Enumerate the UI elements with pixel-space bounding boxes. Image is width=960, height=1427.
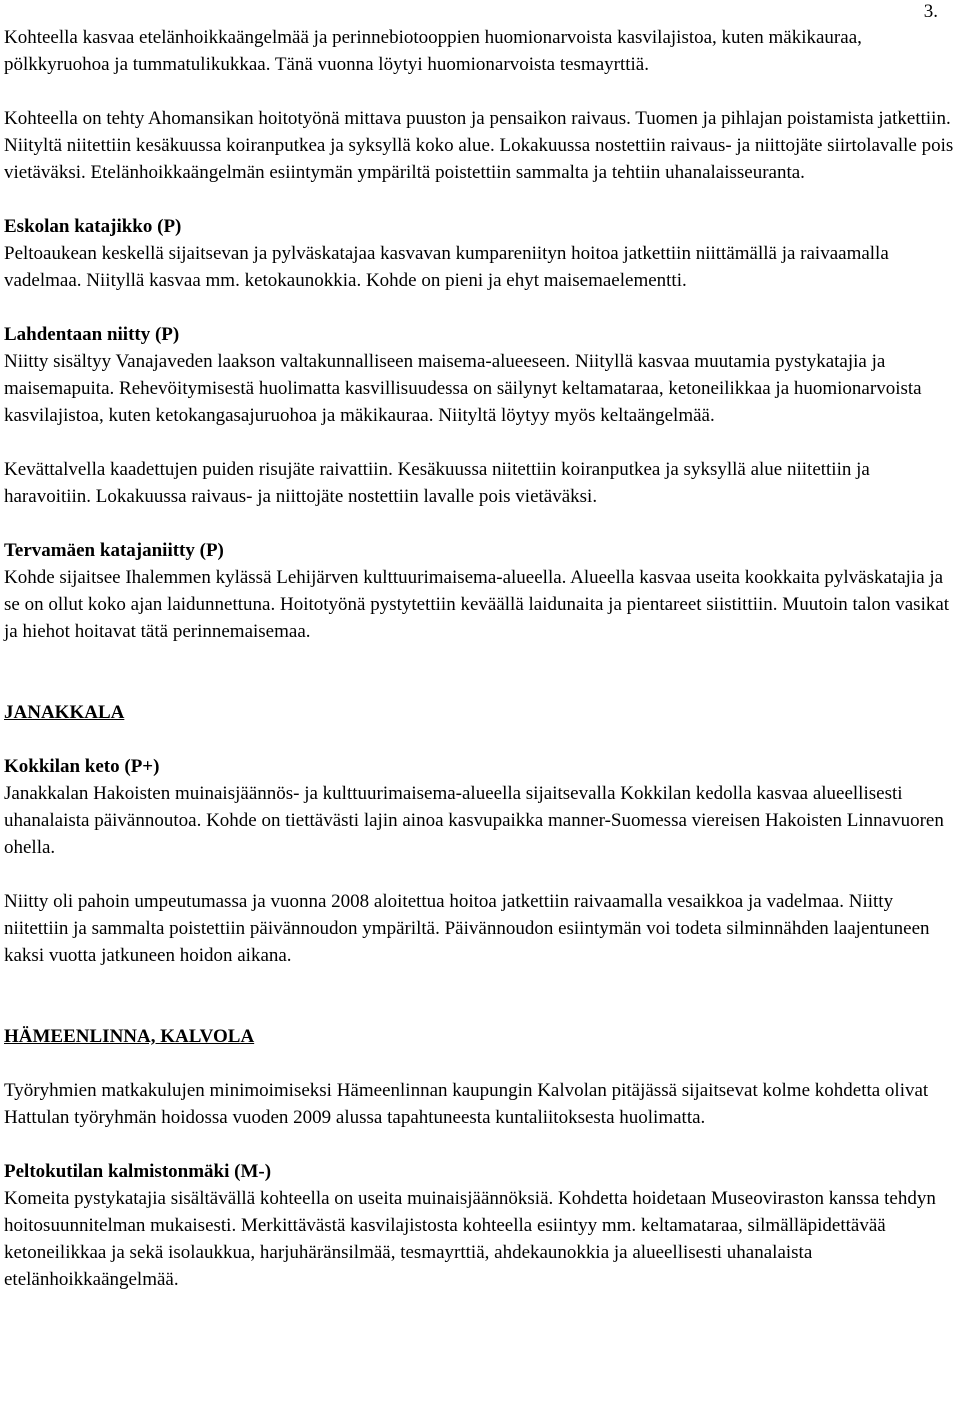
paragraph: Kohteella kasvaa etelänhoikkaängelmää ja perinnebiotooppien huomionarvoista kasvilajistoa, kuten mäkikauraa, pölkkyruohoa ja tummatulikukkaa. Tänä vuonna löytyi huomionarvoista tesmayrttiä. [4,27,862,75]
paragraph: Komeita pystykatajia sisältävällä kohteella on useita muinaisjäännöksiä. Kohdetta hoidetaan Museoviraston kanssa tehdyn hoitosuunnitelman mukaisesti. Merkittävästä kasvilajistosta kohteella esiintyy mm. keltamataraa, silmälläpidettävää ketoneilikkaa ja sekä isolaukkua, harjuhäränsilmää, tesmayrttiä, ahdekaunokkia ja alueellisesti uhanalaista etelänhoikkaängelmää. [4,1188,936,1290]
spacer [4,1050,956,1077]
spacer [4,294,956,321]
page-number: 3. [923,1,938,22]
site-heading: Eskolan katajikko (P) [4,216,182,237]
paragraph: Kevättalvella kaadettujen puiden risujäte raivattiin. Kesäkuussa niitettiin koiranputkea ja syksyllä alue niitettiin ja haravoitiin. Lokakuussa raivaus- ja niittojäte nostettiin lavalle pois vietäväksi. [4,459,870,507]
spacer [4,78,956,105]
spacer [4,645,956,699]
paragraph: Janakkalan Hakoisten muinaisjäännös- ja kulttuurimaisema-alueella sijaitsevalla Kokkilan kedolla kasvaa alueellisesti uhanalaista päivännoutoa. Kohde on tiettävästi lajin ainoa kasvupaikka manner-Suomessa viereisen Hakoisten Linnavuoren ohella. [4,783,944,858]
spacer [4,861,956,888]
paragraph: Niitty oli pahoin umpeutumassa ja vuonna 2008 aloitettua hoitoa jatkettiin raivaamalla vesaikkoa ja vadelmaa. Niitty niitettiin ja sammalta poistettiin päivännoudon ympäriltä. Päivännoudon esiintymän voi todeta silminnähden laajentuneen kaksi vuotta jatkuneen hoidon aikana. [4,891,930,966]
document-page [4,24,956,1293]
site-heading: Tervamäen katajaniitty (P) [4,540,224,561]
spacer [4,969,956,1023]
spacer [4,1131,956,1158]
paragraph: Kohde sijaitsee Ihalemmen kylässä Lehijärven kulttuurimaisema-alueella. Alueella kasvaa useita kookkaita pylväskatajia ja se on ollut koko ajan laidunnettuna. Hoitotyönä pystytettiin keväällä laidunaita ja pientareet siistittiin. Muutoin talon vasikat ja hiehot hoitavat tätä perinnemaisemaa. [4,567,950,642]
paragraph: Työryhmien matkakulujen minimoimiseksi Hämeenlinnan kaupungin Kalvolan pitäjässä sijaitsevat kolme kohdetta olivat Hattulan työryhmän hoidossa vuoden 2009 alussa tapahtuneesta kuntaliitoksesta huolimatta. [4,1080,929,1128]
spacer [4,726,956,753]
spacer [4,510,956,537]
paragraph: Kohteella on tehty Ahomansikan hoitotyönä mittava puuston ja pensaikon raivaus. Tuomen ja pihlajan poistamista jatkettiin. Niityltä niitettiin kesäkuussa koiranputkea ja syksyllä koko alue. Lokakuussa nostettiin raivaus- ja niittojäte siirtolavalle pois vietäväksi. Etelänhoikkaängelmän esiintymän ympäriltä poistettiin sammalta ja tehtiin uhanalaisseuranta. [4,108,954,183]
site-heading: Lahdentaan niitty (P) [4,324,180,345]
paragraph: Peltoaukean keskellä sijaitsevan ja pylväskatajaa kasvavan kumpareniityn hoitoa jatkettiin niittämällä ja raivaamalla vadelmaa. Niityllä kasvaa mm. ketokaunokkia. Kohde on pieni ja ehyt maisemaelementti. [4,243,889,291]
site-heading: Kokkilan keto (P+) [4,756,160,777]
section-title: HÄMEENLINNA, KALVOLA [4,1026,255,1047]
site-heading: Peltokutilan kalmistonmäki (M-) [4,1161,272,1182]
spacer [4,186,956,213]
paragraph: Niitty sisältyy Vanajaveden laakson valtakunnalliseen maisema-alueeseen. Niityllä kasvaa muutamia pystykatajia ja maisemapuita. Rehevöitymisestä huolimatta kasvillisuudessa on säilynyt keltamataraa, ketoneilikkaa ja huomionarvoista kasvilajistoa, kuten ketokangasajuruohoa ja mäkikauraa. Niityltä löytyy myös keltaängelmää. [4,351,922,426]
section-title: JANAKKALA [4,702,125,723]
spacer [4,429,956,456]
